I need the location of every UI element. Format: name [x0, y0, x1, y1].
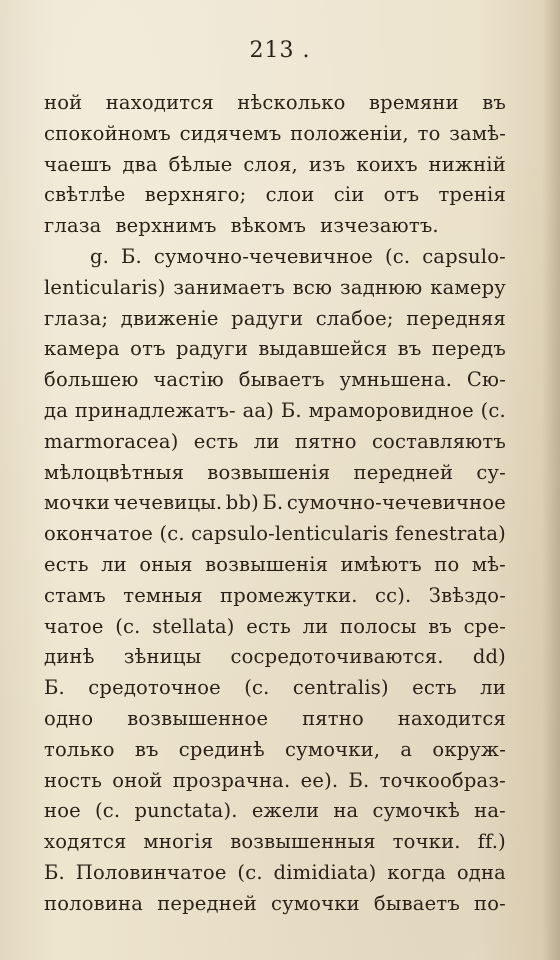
text-line [44, 673, 506, 704]
word: коихъ [356, 152, 418, 176]
text-line [44, 735, 506, 766]
word: окончатое [44, 522, 154, 546]
word: прозрачна. [172, 768, 291, 792]
word: g. [90, 244, 110, 268]
word: на- [474, 799, 506, 823]
word: мѣлоцвѣтныя [44, 460, 185, 484]
text-line [44, 211, 506, 242]
word: ff.) [477, 830, 506, 854]
word: частію [153, 368, 224, 392]
word: есть [44, 552, 89, 576]
text-line [44, 796, 506, 827]
word: находится [397, 706, 506, 730]
text-line [44, 827, 506, 858]
word: dimidiata) [273, 860, 377, 884]
word: по- [474, 891, 506, 915]
word: срединѣ [178, 737, 265, 761]
word: радуги [231, 306, 304, 330]
word: нѣсколько [237, 91, 346, 114]
word: передняя [406, 306, 506, 330]
word: centralis) [292, 676, 389, 700]
word: глаза; [44, 306, 109, 330]
word: одна [456, 860, 506, 884]
text-line [44, 396, 506, 427]
word: умньшена. [339, 368, 453, 392]
text-line [44, 766, 506, 797]
word: большею [44, 368, 139, 392]
word: ли [302, 614, 329, 638]
word: слабое; [315, 306, 394, 330]
word: Б. [348, 768, 370, 792]
word: мочки [44, 491, 110, 515]
word: только [44, 737, 115, 761]
text-line [44, 427, 506, 458]
text-line [44, 642, 506, 673]
word: отъ [383, 183, 420, 207]
word: тренія [438, 183, 506, 207]
word: изъ [308, 152, 346, 176]
word: заднюю [340, 275, 423, 299]
word: промежутки. [220, 583, 358, 607]
word: времяни [368, 91, 459, 114]
text-line [44, 365, 506, 396]
word: Б. [121, 244, 142, 268]
word: capsulo- [422, 244, 506, 268]
word: ное [44, 799, 81, 823]
word: свѣтлѣе [44, 183, 126, 207]
text-line [44, 704, 506, 735]
text-line [44, 889, 506, 920]
word: Звѣздо- [428, 583, 506, 607]
text-line [44, 334, 506, 365]
text-line [44, 304, 506, 335]
word: bb) [225, 491, 259, 515]
word: возвышенныя [230, 830, 376, 854]
word: многія [143, 830, 214, 854]
word: Б. [44, 676, 65, 700]
text-line [44, 242, 506, 273]
word: ли [480, 676, 506, 700]
word: верхнимъ [115, 214, 217, 238]
word: а [400, 737, 413, 761]
word: то [417, 121, 441, 145]
word: су- [476, 460, 506, 484]
word: Б. [44, 860, 65, 884]
word: сумочно-чечевичное [153, 244, 374, 268]
word: возвышенія [207, 460, 331, 484]
word: принадлежатъ- [74, 398, 236, 422]
text-line [44, 581, 506, 612]
word: возвышенія [205, 552, 329, 576]
word: ной [44, 91, 83, 114]
word: пятно [294, 429, 357, 453]
word: fenestrata) [395, 522, 506, 546]
word: Б. [280, 398, 302, 422]
word: есть [193, 429, 239, 453]
word: сумочно-чечевичное [286, 491, 506, 515]
text-line [44, 273, 506, 304]
word: stellata) [152, 614, 235, 638]
word: ность [44, 768, 103, 792]
word: чечевицы. [113, 491, 223, 515]
word: punctata). [134, 799, 238, 823]
word: камеру [430, 275, 506, 299]
text-line [44, 458, 506, 489]
word: замѣ- [449, 121, 506, 145]
word: ли [101, 552, 127, 576]
word: передней [157, 891, 257, 915]
word: оной [112, 768, 163, 792]
word: спокойномъ [44, 121, 171, 145]
word: передней [353, 460, 454, 484]
word: слоя, [243, 152, 298, 176]
word: находится [105, 91, 214, 114]
word: на [333, 799, 359, 823]
word: одно [44, 706, 94, 730]
text-line [44, 519, 506, 550]
word: точкообраз- [379, 768, 506, 792]
word: динѣ [44, 645, 95, 669]
word: радуги [176, 337, 249, 361]
word: бываетъ [373, 891, 460, 915]
word: въ [397, 337, 422, 361]
word: стамъ [44, 583, 106, 607]
word: когда [387, 860, 447, 884]
text-line [44, 119, 506, 150]
word: сидячемъ [179, 121, 282, 145]
page-edge-shadow [542, 0, 560, 960]
word: ходятся [44, 830, 127, 854]
word: камера [44, 337, 120, 361]
body-text [44, 88, 506, 920]
word: составляютъ [371, 429, 506, 453]
text-line [44, 488, 506, 519]
word: (c. [244, 676, 270, 700]
text-line [44, 550, 506, 581]
page-number: 213 . [249, 38, 311, 63]
word: есть [246, 614, 291, 638]
word: оныя [139, 552, 193, 576]
word: возвышенное [127, 706, 269, 730]
word: да [44, 398, 69, 422]
word: по [434, 552, 460, 576]
text-line [44, 858, 506, 889]
word: положеніи, [290, 121, 409, 145]
word: средоточное [88, 676, 221, 700]
word: нижній [428, 152, 506, 176]
word: темныя [123, 583, 203, 607]
word: бываетъ [238, 368, 325, 392]
word: всю [292, 275, 333, 299]
word: сіи [333, 183, 365, 207]
word: marmoracea) [44, 429, 179, 453]
word: въ [134, 737, 159, 761]
word: (c. [480, 398, 506, 422]
word: (c. [95, 799, 121, 823]
word: въ [428, 614, 452, 638]
word: движеніе [120, 306, 219, 330]
word: пятно [302, 706, 364, 730]
word: (c. [384, 244, 411, 268]
word: ежели [251, 799, 320, 823]
word: dd) [472, 645, 506, 669]
word: вѣкомъ [230, 214, 307, 238]
word: сре- [463, 614, 506, 638]
word: верхняго; [144, 183, 247, 207]
word: имѣютъ [340, 552, 422, 576]
word: есть [412, 676, 457, 700]
text-line [44, 88, 506, 119]
word: сосредоточиваются. [230, 645, 444, 669]
word: слои [265, 183, 315, 207]
word: два [122, 152, 158, 176]
text-line [44, 150, 506, 181]
word: ли [253, 429, 280, 453]
word: чаешъ [44, 152, 112, 176]
word: aa) [242, 398, 275, 422]
text-line [44, 612, 506, 643]
word: передъ [431, 337, 506, 361]
word: точки. [392, 830, 461, 854]
word: сумочки [271, 891, 360, 915]
word: Б. [262, 491, 284, 515]
word: сумочкѣ [372, 799, 461, 823]
word: (c. [115, 614, 141, 638]
word: (c. [237, 860, 263, 884]
word: Сю- [466, 368, 506, 392]
word: сумочки, [285, 737, 381, 761]
word: изчезаютъ. [320, 214, 439, 238]
word: ee). [300, 768, 339, 792]
word: lenticularis) [44, 275, 166, 299]
word: зѣницы [123, 645, 202, 669]
word: мѣ- [471, 552, 506, 576]
word: чатое [44, 614, 104, 638]
word: полосы [340, 614, 417, 638]
word: половина [44, 891, 144, 915]
word: глаза [44, 214, 102, 238]
word: въ [482, 91, 506, 114]
word: бѣлые [168, 152, 233, 176]
word: отъ [130, 337, 166, 361]
word: capsulo-lenticularis [191, 522, 389, 546]
text-line [44, 180, 506, 211]
word: мраморовидное [308, 398, 474, 422]
word: занимаетъ [173, 275, 285, 299]
word: cc). [375, 583, 412, 607]
word: Половинчатое [75, 860, 227, 884]
word: окруж- [432, 737, 506, 761]
word: (c. [159, 522, 185, 546]
word: выдавшейся [258, 337, 388, 361]
